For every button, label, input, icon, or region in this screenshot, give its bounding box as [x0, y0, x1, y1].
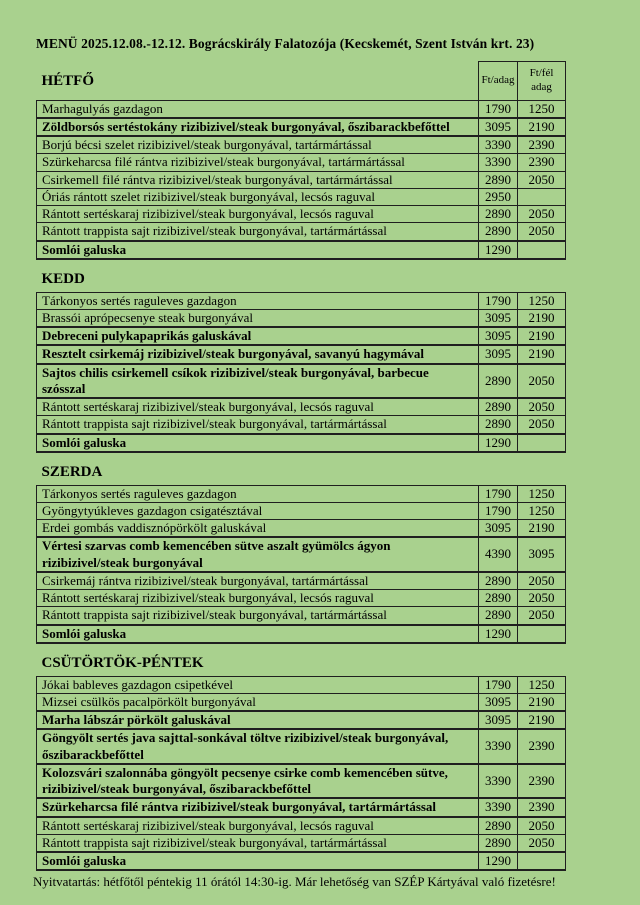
price-full-portion: 1790 [479, 502, 518, 519]
price-half-portion: 3095 [518, 537, 566, 572]
menu-row [37, 434, 566, 452]
dish-name: Sajtos chilis csirkemell csíkok rizibizivel/steak burgonyával, barbecue szósszal [37, 364, 479, 399]
menu-sections [36, 61, 604, 871]
menu-row [37, 852, 566, 870]
menu-row [37, 625, 566, 643]
price-half-portion: 2050 [518, 590, 566, 607]
dish-name: Rántott sertéskaraj rizibizivel/steak burgonyával, lecsós raguval [37, 398, 479, 416]
dish-name: Brassói aprópecsenye steak burgonyával [37, 309, 479, 327]
menu-row [37, 485, 566, 502]
menu-row [37, 729, 566, 764]
menu-section [36, 459, 604, 644]
price-half-portion: 2190 [518, 309, 566, 327]
price-half-portion: 2190 [518, 520, 566, 538]
dish-name: Göngyölt sertés java sajttal-sonkával töltve rizibizivel/steak burgonyával, őszibarackbefőttel [37, 729, 479, 764]
dish-name: Rántott trappista sajt rizibizivel/steak burgonyával, tartármártással [37, 607, 479, 625]
menu-section [36, 650, 604, 872]
price-full-portion: 2890 [479, 398, 518, 416]
menu-row [37, 416, 566, 434]
price-half-portion: 2050 [518, 817, 566, 835]
price-half-portion: 1250 [518, 100, 566, 118]
price-full-portion: 3095 [479, 693, 518, 711]
menu-table [36, 266, 566, 453]
dish-name: Tárkonyos sertés raguleves gazdagon [37, 292, 479, 309]
price-full-portion: 1790 [479, 292, 518, 309]
dish-name: Resztelt csirkemáj rizibizivel/steak burgonyával, savanyú hagymával [37, 345, 479, 363]
price-half-portion: 2390 [518, 798, 566, 816]
menu-row [37, 136, 566, 154]
price-half-portion: 2190 [518, 118, 566, 136]
dish-name: Borjú bécsi szelet rizibizivel/steak burgonyával, tartármártással [37, 136, 479, 154]
menu-row [37, 100, 566, 118]
dish-name: Marhagulyás gazdagon [37, 100, 479, 118]
price-half-portion: 2390 [518, 136, 566, 154]
price-full-portion: 1790 [479, 485, 518, 502]
menu-table [36, 459, 566, 644]
price-half-portion [518, 852, 566, 870]
price-full-portion: 3095 [479, 520, 518, 538]
day-label: KEDD [41, 270, 85, 287]
menu-section [36, 61, 604, 260]
day-label: HÉTFŐ [41, 72, 95, 89]
dish-name: Somlói galuska [37, 241, 479, 259]
price-full-portion: 3390 [479, 729, 518, 764]
dish-name: Kolozsvári szalonnába göngyölt pecsenye csirke comb kemencében sütve, rizibizivel/steak burgonyával, őszibarackbefőttel [37, 764, 479, 799]
dish-name: Csirkemell filé rántva rizibizivel/steak burgonyával, tartármártással [37, 171, 479, 188]
dish-name: Szürkeharcsa filé rántva rizibizivel/steak burgonyával, tartármártással [37, 798, 479, 816]
menu-row [37, 502, 566, 519]
price-full-portion: 2890 [479, 607, 518, 625]
dish-name: Zöldborsós sertéstokány rizibizivel/steak burgonyával, őszibarackbefőttel [37, 118, 479, 136]
price-full-portion: 2890 [479, 590, 518, 607]
menu-row [37, 241, 566, 259]
price-half-portion: 2390 [518, 764, 566, 799]
dish-name: Somlói galuska [37, 625, 479, 643]
menu-row [37, 345, 566, 363]
menu-row [37, 693, 566, 711]
price-full-portion: 1290 [479, 852, 518, 870]
menu-row [37, 676, 566, 693]
dish-name: Vértesi szarvas comb kemencében sütve aszalt gyümölcs ágyon rizibizivel/steak burgonyával [37, 537, 479, 572]
menu-row [37, 118, 566, 136]
menu-row [37, 764, 566, 799]
menu-row [37, 223, 566, 241]
price-full-portion: 3095 [479, 309, 518, 327]
menu-row [37, 398, 566, 416]
dish-name: Erdei gombás vaddisznópörkölt galuskával [37, 520, 479, 538]
price-half-portion: 2050 [518, 206, 566, 223]
price-half-portion: 2050 [518, 398, 566, 416]
dish-name: Tárkonyos sertés raguleves gazdagon [37, 485, 479, 502]
price-full-portion: 3390 [479, 136, 518, 154]
dish-name: Rántott trappista sajt rizibizivel/steak burgonyával, tartármártással [37, 223, 479, 241]
price-full-portion: 3095 [479, 345, 518, 363]
menu-section [36, 266, 604, 453]
price-full-portion: 3390 [479, 798, 518, 816]
price-half-portion: 2050 [518, 572, 566, 590]
dish-name: Rántott trappista sajt rizibizivel/steak burgonyával, tartármártással [37, 416, 479, 434]
price-full-portion: 3095 [479, 327, 518, 345]
price-full-portion: 2890 [479, 416, 518, 434]
price-half-portion [518, 188, 566, 205]
day-header-row [37, 650, 566, 676]
menu-row [37, 154, 566, 171]
price-half-portion: 2390 [518, 154, 566, 171]
price-half-portion: 2050 [518, 834, 566, 852]
price-half-portion: 1250 [518, 292, 566, 309]
price-full-portion: 2890 [479, 817, 518, 835]
dish-name: Jókai bableves gazdagon csipetkével [37, 676, 479, 693]
price-full-portion: 3390 [479, 154, 518, 171]
menu-row [37, 520, 566, 538]
price-full-portion: 1790 [479, 100, 518, 118]
dish-name: Rántott sertéskaraj rizibizivel/steak burgonyával, lecsós raguval [37, 590, 479, 607]
price-full-portion: 2890 [479, 572, 518, 590]
price-half-portion: 2050 [518, 607, 566, 625]
menu-row [37, 188, 566, 205]
day-header-row [37, 459, 566, 485]
price-full-portion: 2890 [479, 834, 518, 852]
price-full-portion: 1290 [479, 434, 518, 452]
day-label: CSÜTÖRTÖK-PÉNTEK [41, 654, 204, 671]
dish-name: Somlói galuska [37, 434, 479, 452]
menu-table [36, 61, 566, 260]
dish-name: Gyöngytyúkleves gazdagon csigatésztával [37, 502, 479, 519]
menu-row [37, 817, 566, 835]
price-full-portion: 3390 [479, 764, 518, 799]
menu-row [37, 711, 566, 729]
column-header-half-portion: Ft/fél adag [518, 62, 566, 101]
price-full-portion: 2890 [479, 364, 518, 399]
price-full-portion: 1790 [479, 676, 518, 693]
price-half-portion: 2190 [518, 711, 566, 729]
menu-row [37, 206, 566, 223]
dish-name: Debreceni pulykapaprikás galuskával [37, 327, 479, 345]
menu-row [37, 590, 566, 607]
price-half-portion: 2190 [518, 327, 566, 345]
dish-name: Rántott sertéskaraj rizibizivel/steak burgonyával, lecsós raguval [37, 206, 479, 223]
price-half-portion: 1250 [518, 502, 566, 519]
price-half-portion: 2050 [518, 416, 566, 434]
menu-row [37, 607, 566, 625]
price-half-portion: 2050 [518, 364, 566, 399]
opening-hours-note: Nyitvatartás: hétfőtől péntekig 11 órától 14:30-ig. Már lehetőség van SZÉP Kártyával való fizetésre! [33, 874, 556, 890]
dish-name: Szürkeharcsa filé rántva rizibizivel/steak burgonyával, tartármártással [37, 154, 479, 171]
day-label: SZERDA [41, 463, 103, 480]
menu-row [37, 798, 566, 816]
price-full-portion: 4390 [479, 537, 518, 572]
menu-row [37, 292, 566, 309]
price-half-portion: 2190 [518, 693, 566, 711]
price-half-portion [518, 434, 566, 452]
menu-row [37, 171, 566, 188]
price-half-portion: 1250 [518, 485, 566, 502]
price-half-portion: 1250 [518, 676, 566, 693]
price-full-portion: 2950 [479, 188, 518, 205]
dish-name: Mizsei csülkös pacalpörkölt burgonyával [37, 693, 479, 711]
price-full-portion: 2890 [479, 206, 518, 223]
dish-name: Marha lábszár pörkölt galuskával [37, 711, 479, 729]
menu-row [37, 572, 566, 590]
day-header-row [37, 266, 566, 292]
price-half-portion: 2190 [518, 345, 566, 363]
price-half-portion: 2050 [518, 223, 566, 241]
dish-name: Somlói galuska [37, 852, 479, 870]
price-full-portion: 2890 [479, 171, 518, 188]
menu-row [37, 364, 566, 399]
menu-row [37, 834, 566, 852]
price-full-portion: 2890 [479, 223, 518, 241]
price-half-portion [518, 625, 566, 643]
menu-row [37, 327, 566, 345]
dish-name: Rántott sertéskaraj rizibizivel/steak burgonyával, lecsós raguval [37, 817, 479, 835]
menu-row [37, 309, 566, 327]
day-header-row [37, 62, 566, 101]
dish-name: Rántott trappista sajt rizibizivel/steak burgonyával, tartármártással [37, 834, 479, 852]
price-full-portion: 3095 [479, 711, 518, 729]
price-full-portion: 1290 [479, 241, 518, 259]
price-half-portion [518, 241, 566, 259]
price-full-portion: 1290 [479, 625, 518, 643]
dish-name: Csirkemáj rántva rizibizivel/steak burgonyával, tartármártással [37, 572, 479, 590]
price-full-portion: 3095 [479, 118, 518, 136]
menu-table [36, 650, 566, 872]
dish-name: Óriás rántott szelet rizibizivel/steak burgonyával, lecsós raguval [37, 188, 479, 205]
menu-row [37, 537, 566, 572]
page-title: MENÜ 2025.12.08.-12.12. Bográcskirály Falatozója (Kecskemét, Szent István krt. 23) [36, 36, 535, 51]
column-header-full-portion: Ft/adag [479, 62, 518, 101]
price-half-portion: 2390 [518, 729, 566, 764]
price-half-portion: 2050 [518, 171, 566, 188]
